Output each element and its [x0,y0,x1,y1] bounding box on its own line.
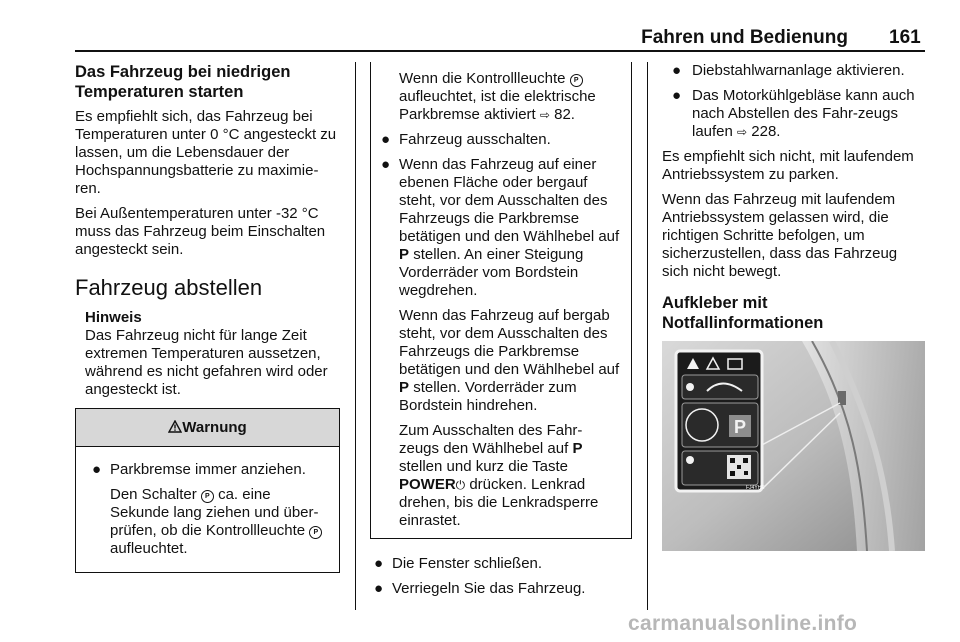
section-heading: Aufkleber mit Notfallinformationen [662,294,824,332]
list-item: ● Fahrzeug ausschalten. [381,131,551,148]
column-2 [370,62,632,605]
page-reference-arrow-icon: ⇨ [539,108,550,122]
section-title: Fahrzeug abstellen [75,275,263,300]
hint-block [75,309,340,399]
emergency-sticker-photo [662,341,925,551]
paragraph: Wenn die Kontrollleuchte P aufleuchtet, ist die elektrische Parkbremse aktiviert ⇨ 82. [399,70,596,123]
page-reference-arrow-icon: ⇨ [737,125,748,139]
parking-brake-icon: P [309,526,322,539]
list-item: ● Diebstahlwarnanlage aktivieren. [672,62,905,79]
header-rule [75,50,925,52]
warning-body [76,447,339,572]
parking-brake-icon: P [570,74,583,87]
paragraph: Zum Ausschalten des Fahr-zeugs den Wählhebel auf P stellen und kurz die Taste POWER⏻ drücken. Lenkrad drehen, bis die Lenkradsperre einrastet. [399,422,599,529]
warning-box-continued [370,62,632,539]
list-item: ● Verriegeln Sie das Fahrzeug. [374,580,586,597]
door-frame-illustration [662,341,925,551]
page-number: 161 [889,27,921,48]
column-divider [355,62,356,610]
warning-title: Warnung [182,419,247,436]
watermark: carmanualsonline.info [628,612,858,635]
hint-text: Das Fahrzeug nicht für lange Zeit extremen Temperaturen aussetzen, während es nicht gefahren wird oder angesteckt ist. [85,327,328,398]
warning-detail: Den Schalter P ca. eine Sekunde lang ziehen und über-prüfen, ob die Kontrollleuchte P aufleuchtet. [88,486,329,558]
paragraph: Es empfiehlt sich nicht, mit laufendem Antriebssystem zu parken. [662,148,914,183]
list-item: ● Parkbremse immer anziehen. [92,461,306,478]
paragraph: Es empfiehlt sich, das Fahrzeug bei Temperaturen unter 0 °C angesteckt zu lassen, um die Lebensdauer der Hochspannungsbatterie zu maximie-ren. [75,108,337,197]
warning-box [75,408,340,573]
hint-title: Hinweis [85,309,142,326]
list-item: ● Wenn das Fahrzeug auf einer ebenen Fläche oder bergauf steht, vor dem Ausschalten des Fahrzeugs die Parkbremse betätigen und den Wählhebel auf P stellen. An einer Steigung Vorderräder vom Bordstein wegdrehen. [381,156,620,299]
paragraph: Bei Außentemperaturen unter -32 °C muss das Fahrzeug beim Einschalten angesteckt sein. [75,205,326,258]
power-icon: ⏻ [455,478,466,492]
paragraph: Wenn das Fahrzeug mit laufendem Antriebssystem gelassen wird, die richtigen Schritte befolgen, um sicherzustellen, dass das Fahrzeug sich nicht bewegt. [662,191,898,280]
warning-triangle-icon [168,420,182,433]
section-heading: Das Fahrzeug bei niedrigen Temperaturen starten [75,63,291,101]
column-1 [75,62,340,573]
list-item: ● Die Fenster schließen. [374,555,543,572]
photo-code: FJ4YHE [746,485,765,491]
sticker-p-letter: P [734,417,747,437]
column-3 [662,62,925,333]
paragraph: Wenn das Fahrzeug auf bergab steht, vor dem Ausschalten des Fahrzeugs die Parkbremse betätigen und den Wählhebel auf P stellen. Vorderräder zum Bordstein hindrehen. [399,307,620,414]
parking-brake-icon: P [201,490,214,503]
warning-header [76,409,339,447]
header-title: Fahren und Bedienung [641,27,848,48]
column-divider [647,62,648,610]
list-item: ● Das Motorkühlgebläse kann auch nach Abstellen des Fahr-zeugs laufen ⇨ 228. [672,87,915,140]
